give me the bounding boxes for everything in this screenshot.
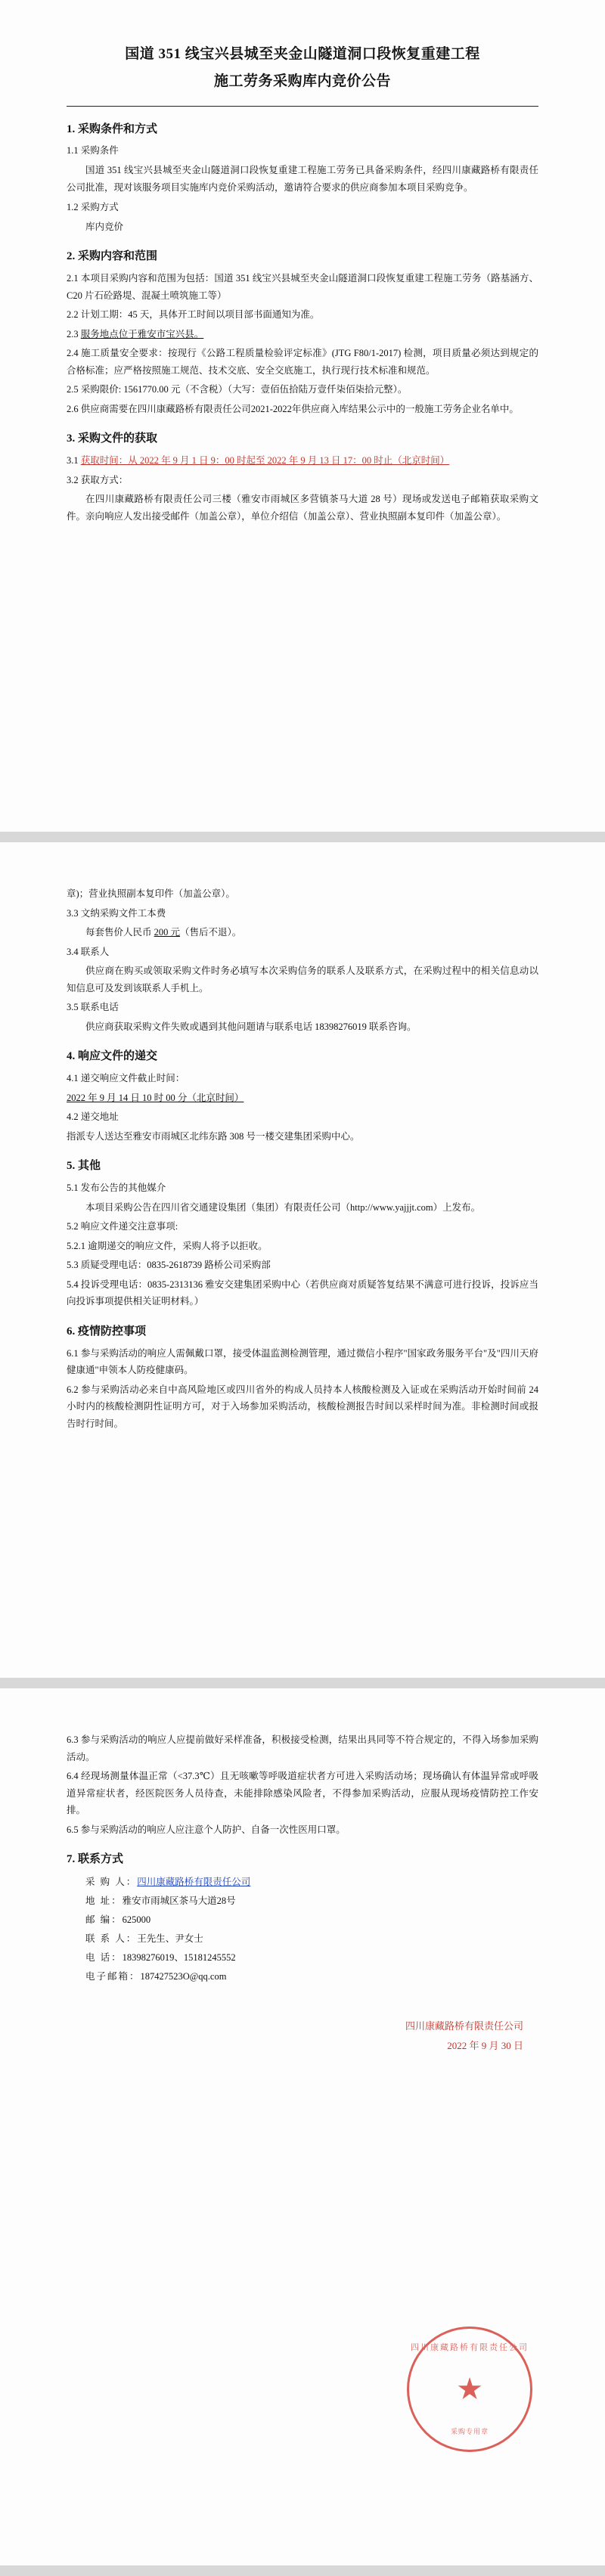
contact-person-label: 联 系 人：: [85, 1933, 138, 1944]
item-3-3-label: 3.3: [67, 907, 79, 919]
item-6-2-label: 6.2: [67, 1384, 79, 1395]
item-3-1-label: 3.1: [67, 455, 79, 467]
item-6-5: [67, 1821, 538, 1839]
item-5-4-label: 5.4: [67, 1279, 79, 1290]
item-2-3-text: 服务地点位于雅安市宝兴县。: [80, 328, 204, 339]
item-5-2-1-label: 5.2.1: [67, 1240, 85, 1251]
item-3-1-text: 获取时间：从 2022 年 9 月 1 日 9：00 时起至 2022 年 9 月 13 日 17：00 时止（北京时间）: [80, 455, 450, 467]
item-6-5-label: 6.5: [67, 1824, 79, 1835]
item-6-4: [67, 1768, 538, 1819]
item-2-2-text: 计划工期：45 天，具体开工时间以项目部书面通知为准。: [80, 309, 320, 321]
item-4-1: [67, 1070, 538, 1087]
contact-address-value: 雅安市雨城区茶马大道28号: [122, 1896, 236, 1906]
item-6-1-label: 6.1: [67, 1347, 79, 1359]
contact-person: [67, 1930, 538, 1948]
item-2-5-label: 2.5: [67, 384, 79, 395]
section-heading-4: 4. 响应文件的递交: [67, 1050, 158, 1062]
item-5-2-label: 5.2: [67, 1221, 79, 1232]
item-3-2-detail: 在四川康藏路桥有限责任公司三楼（雅安市雨城区多营镇茶马大道 28 号）现场或发送电子邮箱获取采购文件。亲向响应人发出接受邮件（加盖公章），单位介绍信（加盖公章）、营业执照副本复印件（加盖公章）。: [67, 494, 538, 522]
contact-email-value: 187427523O@qq.com: [140, 1971, 227, 1982]
doc-fee-amount: 200 元: [154, 927, 181, 938]
subsection-text-1-2: 库内竞价: [85, 221, 124, 232]
item-5-1-detail: 本项目采购公告在四川省交通建设集团（集团）有限责任公司（http://www.yajjjt.com）上发布。: [85, 1201, 481, 1213]
signature-block: [67, 2016, 538, 2056]
item-2-4: [67, 345, 538, 379]
contact-phone: [67, 1948, 538, 1967]
item-3-3-text: 文纳采购文件工本费: [80, 907, 166, 919]
item-5-1: [67, 1180, 538, 1197]
item-5-3-label: 5.3: [67, 1260, 79, 1270]
item-2-3-label: 2.3: [67, 328, 79, 339]
item-5-2-1: [67, 1238, 538, 1255]
item-5-2-text: 响应文件递交注意事项:: [80, 1221, 178, 1232]
item-3-3-detail: 每套售价人民币 200 元（售后不退）。: [85, 927, 242, 938]
item-3-5-text: 联系电话: [80, 1002, 119, 1012]
item-6-5-text: 参与采购活动的响应人应注意个人防护、自备一次性医用口罩。: [80, 1824, 346, 1835]
section-heading-2: 2. 采购内容和范围: [67, 250, 158, 263]
item-4-2: [67, 1108, 538, 1126]
item-5-2-1-text: 逾期递交的响应文件，采购人将予以拒收。: [88, 1240, 268, 1251]
item-6-1-text: 参与采购活动的响应人需佩戴口罩，接受体温监测检测管理，通过微信小程序"国家政务服务平台"及"四川天府健康通"申领本人防疫健康码。: [67, 1347, 539, 1375]
item-2-6-label: 2.6: [67, 403, 79, 414]
item-3-2-continued: 章)；营业执照副本复印件（加盖公章）。: [67, 888, 235, 899]
item-2-2-label: 2.2: [67, 309, 79, 321]
item-6-3-text: 参与采购活动的响应人应提前做好采样准备，积极接受检测，结果出具同等不符合规定的，不得入场参加采购活动。: [67, 1734, 538, 1762]
item-3-4-detail: 供应商在购买或领取采购文件时务必填写本次采购信务的联系人及联系方式，在采购过程中的相关信息动以知信息可及发到该联系人手机上。: [67, 966, 538, 994]
contact-email-label: 电子邮箱：: [85, 1971, 141, 1982]
subsection-label-1-2: 1.2 采购方式: [67, 202, 119, 213]
contact-purchaser-value: 四川康藏路桥有限责任公司: [137, 1877, 251, 1887]
item-2-1-label: 2.1: [67, 273, 79, 284]
item-6-2: [67, 1381, 538, 1433]
item-3-5-label: 3.5: [67, 1002, 79, 1012]
company-seal-stamp: [407, 2326, 532, 2452]
item-2-2: [67, 306, 538, 324]
subsection-label-1-1: 1.1 采购条件: [67, 145, 119, 157]
document-title-line-1: 国道 351 线宝兴县城至夹金山隧道洞口段恢复重建工程: [125, 46, 480, 62]
section-heading-6: 6. 疫情防控事项: [67, 1325, 147, 1338]
seal-company-name: 四川康藏路桥有限责任公司: [411, 2343, 529, 2352]
item-2-6: [67, 401, 538, 418]
item-5-1-text: 发布公告的其他媒介: [80, 1183, 166, 1193]
item-5-4-text: 投诉受理电话：0835-2313136 雅安交建集团采购中心（若供应商对质疑答复结果不满意可进行投诉，投诉应当向投诉事项提供相关证明材料。）: [67, 1279, 539, 1307]
contact-postcode-value: 625000: [122, 1914, 151, 1925]
seal-star-icon: ★: [456, 2372, 483, 2406]
document-page-3: [0, 1688, 605, 2565]
section-heading-5: 5. 其他: [67, 1160, 101, 1172]
item-2-3: [67, 326, 538, 343]
signature-company: 四川康藏路桥有限责任公司: [405, 2020, 523, 2032]
contact-email: [67, 1967, 538, 1986]
item-2-6-text: 供应商需要在四川康藏路桥有限责任公司2021-2022年供应商入库结果公示中的一般施工劳务企业名单中。: [80, 403, 519, 414]
item-3-4-text: 联系人: [80, 946, 110, 957]
contact-purchaser-label: 采 购 人：: [85, 1877, 138, 1887]
item-6-2-text: 参与采购活动必来自中高风险地区或四川省外的构成人员持本人核酸检测及入证或在采购活动开始时间前 24 小时内的核酸检测阴性证明方可，对于入场参加采购活动，核酸检测报告时间以采样时间为准。非检测时间或报告时行时间。: [67, 1384, 538, 1429]
contact-purchaser: [67, 1873, 538, 1892]
item-3-5-detail: 供应商获取采购文件失败或遇到其他问题请与联系电话 18398276019 联系咨询。: [85, 1021, 417, 1032]
contact-address-label: 地 址：: [85, 1896, 123, 1906]
item-5-2: [67, 1218, 538, 1235]
item-6-4-text: 经现场测量体温正常（<37.3℃）且无咳嗽等呼吸道症状者方可进入采购活动场；现场确认有体温异常或呼吸道异常症状者，经医院医务人员待查，未能排除感染风险者，不得参加采购活动，应服从现场疫情防控工作安排。: [67, 1771, 539, 1815]
submission-deadline: 2022 年 9 月 14 日 10 时 00 分（北京时间）: [67, 1092, 244, 1103]
item-2-4-label: 2.4: [67, 348, 79, 359]
contact-postcode-label: 邮 编：: [85, 1914, 123, 1925]
item-3-2-text: 获取方式：: [80, 474, 129, 485]
contact-postcode: [67, 1911, 538, 1930]
section-heading-3: 3. 采购文件的获取: [67, 432, 158, 445]
seal-purpose-text: 采购专用章: [450, 2428, 489, 2435]
title-divider: [67, 106, 538, 107]
item-3-1: [67, 452, 538, 470]
contact-phone-label: 电 话：: [85, 1952, 123, 1963]
item-5-3: [67, 1257, 538, 1274]
document-page-2: [0, 842, 605, 1678]
subsection-text-1-1: 国道 351 线宝兴县城至夹金山隧道洞口段恢复重建工程施工劳务已具备采购条件，经四川康藏路桥有限责任公司批准，现对该服务项目实施库内竞价采购活动，邀请符合要求的供应商参加本项目采购竞争。: [67, 165, 538, 193]
item-6-4-label: 6.4: [67, 1771, 79, 1781]
section-heading-1: 1. 采购条件和方式: [67, 123, 158, 136]
contact-address: [67, 1892, 538, 1911]
item-2-4-text: 施工质量安全要求：按现行《公路工程质量检验评定标准》(JTG F80/1-2017) 检测，项目质量必须达到规定的合格标准；应严格按照施工规范、技术交底、安全交底施工，执行现行技术标准和规范。: [67, 348, 538, 376]
item-3-4: [67, 944, 538, 961]
item-3-2-label: 3.2: [67, 474, 79, 485]
item-6-1: [67, 1345, 538, 1379]
item-5-1-label: 5.1: [67, 1183, 79, 1193]
item-3-3: [67, 905, 538, 922]
item-2-1-text: 本项目采购内容和范围为包括：国道 351 线宝兴县城至夹金山隧道洞口段恢复重建工程施工劳务（路基涵方、C20 片石砼路堤、混凝土喷筑施工等）: [67, 273, 538, 301]
item-2-5: [67, 381, 538, 398]
document-title-line-2: 施工劳务采购库内竞价公告: [213, 73, 391, 90]
section-heading-7: 7. 联系方式: [67, 1853, 124, 1865]
item-6-3-label: 6.3: [67, 1734, 79, 1745]
item-5-3-text: 质疑受理电话：0835-2618739 路桥公司采购部: [80, 1260, 271, 1270]
submission-address: 指派专人送达至雅安市雨城区北纬东路 308 号一楼交建集团采购中心。: [67, 1130, 360, 1142]
item-6-3: [67, 1731, 538, 1765]
item-3-2: [67, 472, 538, 489]
item-2-5-text: 采购限价: 1561770.00 元（不含税）（大写：壹佰伍拾陆万壹仟柒佰柒拾元整）。: [80, 384, 408, 395]
item-3-5: [67, 999, 538, 1016]
item-4-1-text: 递交响应文件截止时间：: [80, 1073, 185, 1083]
signature-date: 2022 年 9 月 30 日: [447, 2040, 523, 2051]
item-4-2-label: 4.2: [67, 1111, 79, 1122]
contact-phone-value: 18398276019、15181245552: [122, 1952, 236, 1963]
item-5-4: [67, 1276, 538, 1310]
item-4-1-label: 4.1: [67, 1073, 79, 1083]
item-2-1: [67, 270, 538, 304]
contact-person-value: 王先生、尹女士: [137, 1933, 203, 1944]
item-4-2-text: 递交地址: [80, 1111, 119, 1122]
item-3-4-label: 3.4: [67, 946, 79, 957]
document-page-1: [0, 0, 605, 832]
